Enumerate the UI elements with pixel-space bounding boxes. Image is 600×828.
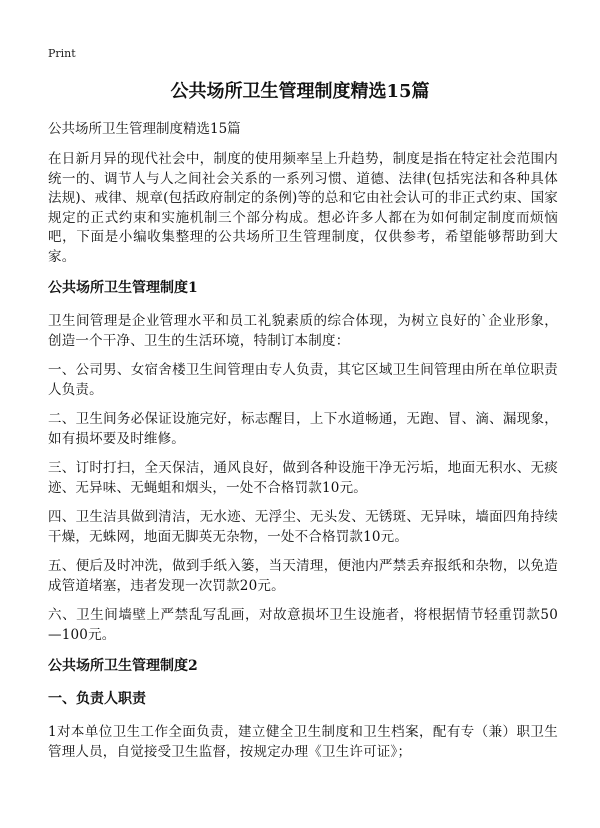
section2-subheading: 一、负责人职责 <box>48 691 146 707</box>
section-heading-1: 公共场所卫生管理制度1 <box>48 280 198 296</box>
section1-paragraph: 一、公司男、女宿舍楼卫生间管理由专人负责，其它区域卫生间管理由所在单位职责人负责。 <box>48 362 558 398</box>
document-title: 公共场所卫生管理制度精选15篇 <box>170 81 430 102</box>
section1-paragraph: 卫生间管理是企业管理水平和员工礼貌素质的综合体现，为树立良好的`企业形象，创造一个干净、卫生的生活环境，特制订本制度： <box>48 313 558 349</box>
document-subtitle: 公共场所卫生管理制度精选15篇 <box>48 121 241 137</box>
section1-paragraph: 六、卫生间墙壁上严禁乱写乱画，对故意损坏卫生设施者，将根据情节轻重罚款50—100元。 <box>48 607 558 643</box>
section1-paragraph: 三、订时打扫，全天保洁，通风良好，做到各种设施干净无污垢，地面无积水、无痰迹、无异味、无蝇蛆和烟头，一处不合格罚款10元。 <box>48 460 558 496</box>
section2-paragraph: 1对本单位卫生工作全面负责，建立健全卫生制度和卫生档案，配有专（兼）职卫生管理人员，自觉接受卫生监督，按规定办理《卫生许可证》； <box>48 724 558 760</box>
section1-paragraph: 四、卫生洁具做到清洁，无水迹、无浮尘、无头发、无锈斑、无异味，墙面四角持续干燥，无蛛网，地面无脚英无杂物，一处不合格罚款10元。 <box>48 509 558 545</box>
document-content <box>48 120 558 772</box>
section1-paragraph: 二、卫生间务必保证设施完好，标志醒目，上下水道畅通，无跑、冒、滴、漏现象，如有损坏要及时维修。 <box>48 411 558 447</box>
intro-paragraph: 在日新月异的现代社会中，制度的使用频率呈上升趋势，制度是指在特定社会范围内统一的、调节人与人之间社会关系的一系列习惯、道德、法律(包括宪法和各种具体法规)、戒律、规章(包括政府制定的条例)等的总和它由社会认可的非正式约束、国家规定的正式约束和实施机制三个部分构成。想必许多人都在为如何制定制度而烦恼吧，下面是小编收集整理的公共场所卫生管理制度，仅供参考，希望能够帮助到大家。 <box>48 151 558 265</box>
section-heading-2: 公共场所卫生管理制度2 <box>48 658 198 674</box>
section1-paragraph: 五、便后及时冲洗，做到手纸入篓，当天清理，便池内严禁丢弃报纸和杂物，以免造成管道堵塞，违者发现一次罚款20元。 <box>48 558 558 594</box>
print-label[interactable]: Print <box>48 47 76 60</box>
